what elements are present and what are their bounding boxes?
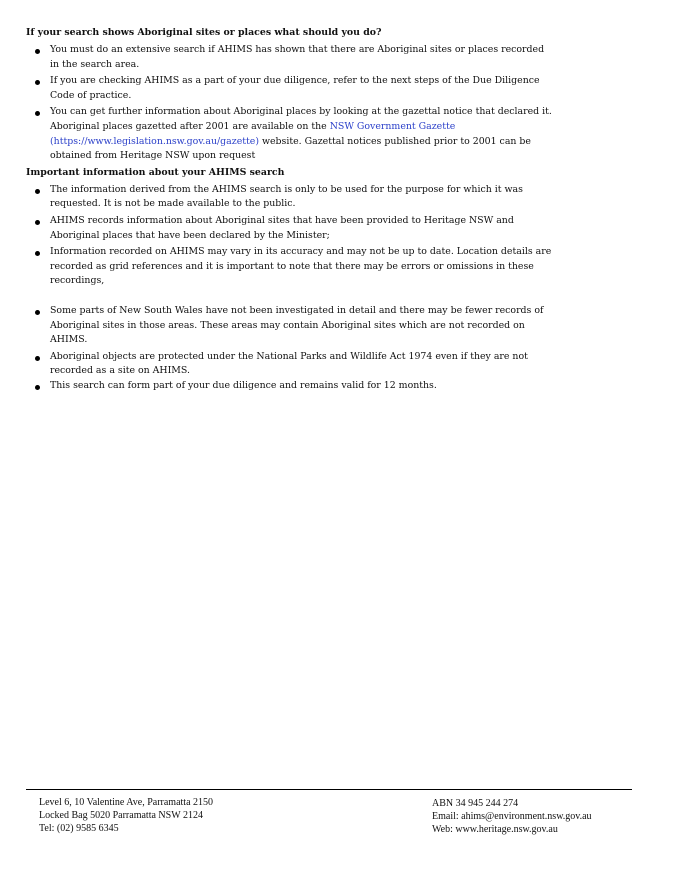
footer-phone: Tel: (02) 9585 6345 [39, 823, 119, 835]
list-item [26, 105, 556, 163]
document-body [26, 26, 556, 395]
footer-contact [432, 797, 592, 837]
bullet-icon [35, 385, 40, 390]
footer-email: Email: ahims@environment.nsw.gov.au [432, 811, 592, 823]
list-item [26, 183, 556, 212]
bullet-icon [35, 251, 40, 256]
bullet-list-important-information [26, 183, 556, 394]
bullet-icon [35, 189, 40, 194]
footer-divider [26, 789, 632, 790]
footer-address-line2: Locked Bag 5020 Parramatta NSW 2124 [39, 810, 203, 822]
bullet-icon [35, 111, 40, 116]
list-item-text: Some parts of New South Wales have not been investigated in detail and there may be fewer records of Aboriginal sites in those areas. These areas may contain Aboriginal sites which are not recorded on AHIMS. [50, 304, 544, 346]
list-item [26, 304, 556, 348]
bullet-icon [35, 356, 40, 361]
bullet-icon [35, 310, 40, 315]
list-item-text: Information recorded on AHIMS may vary in its accuracy and may not be up to date. Location details are recorded as grid references and it is important to note that there may be errors or omissions in these recordings, [50, 246, 552, 287]
footer-address-line1: Level 6, 10 Valentine Ave, Parramatta 2150 [39, 797, 214, 808]
section-heading-search-results: If your search shows Aboriginal sites or places what should you do? [26, 27, 382, 38]
list-item-text-after-link: website. Gazettal notices published prior to 2001 can be obtained from Heritage NSW upon request [50, 135, 531, 162]
list-item-text: AHIMS records information about Aboriginal sites that have been provided to Heritage NSW and Aboriginal places that have been declared by the Minister; [50, 214, 514, 241]
list-item-text: If you are checking AHIMS as a part of your due diligence, refer to the next steps of the Due Diligence Code of practice. [50, 75, 540, 101]
list-item [26, 379, 556, 394]
list-item-text: Aboriginal objects are protected under the National Parks and Wildlife Act 1974 even if they are not recorded as a site on AHIMS. [50, 350, 528, 377]
list-item [26, 214, 556, 243]
bullet-icon [35, 49, 40, 54]
list-item [26, 245, 556, 289]
list-item [26, 74, 556, 103]
nsw-government-gazette-link[interactable]: NSW Government Gazette (https://www.legislation.nsw.gov.au/gazette) [50, 120, 456, 147]
list-item-text: The information derived from the AHIMS search is only to be used for the purpose for which it was requested. It is not be made available to the public. [50, 183, 523, 210]
list-item [26, 350, 556, 379]
bullet-icon [35, 220, 40, 225]
bullet-icon [35, 80, 40, 85]
bullet-list-search-results [26, 43, 556, 164]
list-item-text: You must do an extensive search if AHIMS has shown that there are Aboriginal sites or places recorded in the search area. [50, 44, 545, 70]
footer-address [39, 796, 213, 836]
footer-web: Web: www.heritage.nsw.gov.au [432, 824, 558, 836]
footer-abn: ABN 34 945 244 274 [432, 798, 519, 809]
list-item [26, 43, 556, 72]
list-item-text-before-link: You can get further information about Aboriginal places by looking at the gazettal notice that declared it. Aboriginal places gazetted after 2001 are available on the [50, 106, 552, 132]
list-item-text: This search can form part of your due diligence and remains valid for 12 months. [50, 379, 437, 391]
section-heading-important-information: Important information about your AHIMS search [26, 166, 285, 178]
